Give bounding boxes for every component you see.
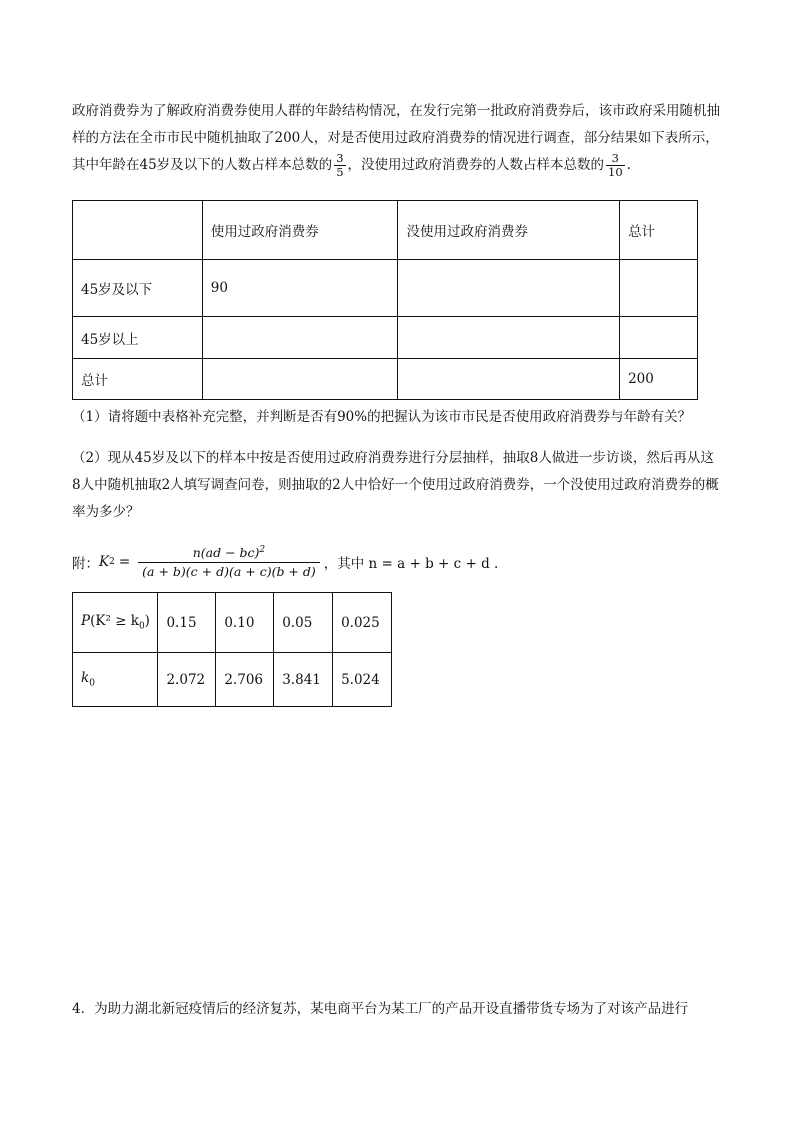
table-row: [73, 359, 698, 400]
formula-suffix: ，其中 n = a + b + c + d .: [323, 556, 499, 572]
critical-value-table: [72, 592, 392, 707]
table-cell: 总计: [73, 359, 203, 400]
k-value: 3.841: [274, 653, 333, 707]
k-value-row: [73, 653, 392, 707]
table-cell: 45岁及以下: [73, 260, 203, 317]
formula-prefix: 附：: [72, 556, 99, 572]
intro-text-1: 政府消费券为了解政府消费券使用人群的年龄结构情况，在发行完第一批政府消费券后，该市政府采用随机抽样的方法在全市市民中随机抽取了200人，对是否使用过政府消费券的情况进行调查，部分结果如下表所示，其中年龄在45岁及以下的人数占样本总数的: [72, 103, 720, 173]
table-cell: [202, 317, 398, 359]
intro-text-3: .: [626, 157, 631, 173]
table-header-cell: 使用过政府消费券: [202, 201, 398, 260]
table-header-cell: 总计: [620, 201, 698, 260]
k-value: 5.024: [333, 653, 392, 707]
formula-numerator: n(ad − bc): [192, 545, 260, 561]
fraction-three-tenths: $\frac{3}{10}$: [608, 151, 623, 179]
probability-value: 0.10: [216, 593, 274, 653]
table-row: [73, 317, 698, 359]
formula-equals: =: [118, 554, 131, 570]
table-cell: [398, 317, 620, 359]
intro-paragraph: [72, 98, 722, 179]
question-1: （1）请将题中表格补充完整，并判断是否有90%的把握认为该市市民是否使用政府消费券与年龄有关？: [72, 409, 692, 425]
k-value-row-label: $k_0$: [73, 653, 158, 707]
probability-value: 0.025: [333, 593, 392, 653]
table-cell: [620, 317, 698, 359]
formula-fraction: [138, 545, 320, 578]
contingency-table: [72, 200, 698, 400]
table-cell: [398, 260, 620, 317]
table-cell: 45岁以上: [73, 317, 203, 359]
table-cell: 90: [202, 260, 398, 317]
table-cell: [202, 359, 398, 400]
table-cell: 200: [620, 359, 698, 400]
table-header-cell: [73, 201, 203, 260]
table-cell: [620, 260, 698, 317]
table-cell: [398, 359, 620, 400]
k-value: 2.072: [158, 653, 216, 707]
formula-lhs: K: [99, 554, 110, 570]
chi-square-formula: [72, 540, 498, 584]
formula-denominator: (a + b)(c + d)(a + c)(b + d): [142, 563, 316, 579]
probability-row: [73, 593, 392, 653]
probability-value: 0.15: [158, 593, 216, 653]
fraction-three-fifths: $\frac{3}{5}$: [336, 151, 344, 179]
formula-lhs-exp: 2: [109, 557, 115, 567]
question-2: （2）现从45岁及以下的样本中按是否使用过政府消费券进行分层抽样，抽取8人做进一步访谈，然后再从这8人中随机抽取2人填写调查问卷，则抽取的2人中恰好一个使用过政府消费券，一个没使用过政府消费券的概率为多少？: [72, 450, 719, 520]
probability-value: 0.05: [274, 593, 333, 653]
formula-numerator-exp: 2: [259, 545, 266, 556]
intro-text-2: ，没使用过政府消费券的人数占样本总数的: [347, 157, 605, 173]
table-header-cell: 没使用过政府消费券: [398, 201, 620, 260]
k-value: 2.706: [216, 653, 274, 707]
table-header-row: [73, 201, 698, 260]
next-problem-text: 4．为助力湖北新冠疫情后的经济复苏，某电商平台为某工厂的产品开设直播带货专场为了对该产品进行: [72, 1001, 689, 1017]
probability-row-label: $P(K^2 \ge k_0)$: [73, 593, 158, 653]
table-row: [73, 260, 698, 317]
